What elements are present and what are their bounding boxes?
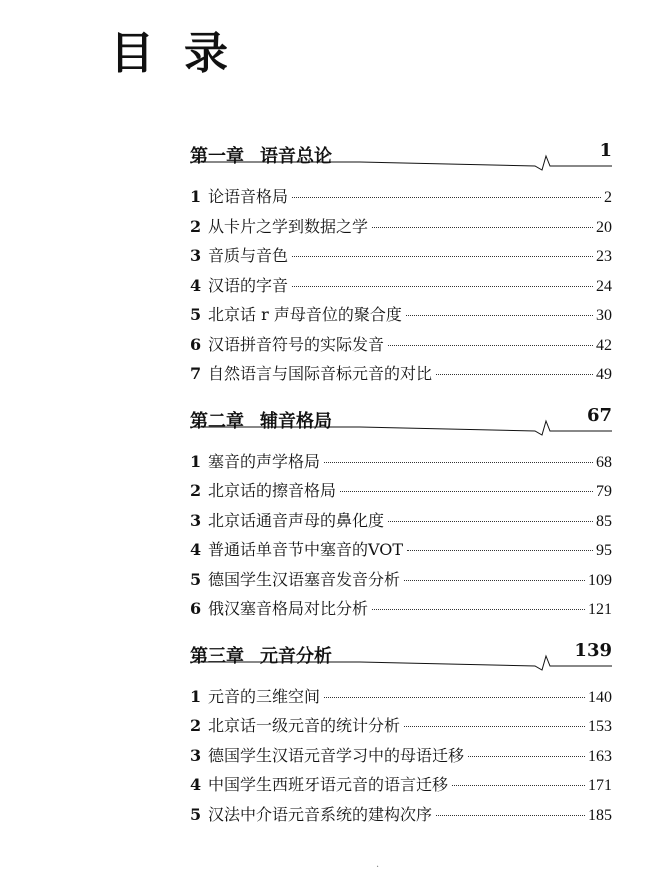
chapter-page-number: 67: [586, 404, 612, 426]
entry-title: 音质与音色: [208, 246, 289, 265]
entry-index: 7: [190, 364, 202, 383]
entry-index: 4: [190, 540, 202, 559]
toc-entry: [190, 273, 612, 303]
entry-title: 自然语言与国际音标元音的对比: [208, 364, 433, 383]
entry-title: 论语音格局: [208, 187, 289, 206]
entry-index: 1: [190, 451, 202, 471]
entry-index: 3: [190, 510, 202, 530]
toc-entry: [190, 478, 612, 508]
chapter-header: [190, 640, 612, 670]
entry-page-number: 171: [588, 777, 612, 794]
entry-title: 从卡片之学到数据之学: [208, 216, 369, 236]
entry-page-number: 24: [596, 277, 612, 295]
chapter-number: 第三章: [190, 645, 244, 667]
entry-title: 北京话 r 声母音位的聚合度: [208, 305, 402, 324]
dot-leader: [436, 374, 593, 375]
entry-page-number: 20: [596, 218, 612, 236]
entry-index: 2: [190, 216, 202, 236]
entry-title: 德国学生汉语元音学习中的母语迁移: [208, 745, 465, 765]
entry-title: 北京话的擦音格局: [208, 481, 337, 500]
dot-leader: [407, 550, 593, 551]
entry-index: 6: [190, 334, 202, 354]
entry-title: 北京话通音声母的鼻化度: [208, 510, 385, 530]
toc-entry: [190, 537, 612, 567]
entry-page-number: 42: [596, 336, 612, 354]
chapter-section: [190, 140, 612, 391]
dot-leader: [372, 609, 585, 610]
toc-entry: [190, 567, 612, 597]
chapter-header: [190, 140, 612, 170]
entry-title: 汉语的字音: [208, 275, 289, 295]
entry-page-number: 23: [596, 248, 612, 265]
dot-leader: [406, 315, 593, 316]
entry-title: 德国学生汉语塞音发音分析: [208, 569, 401, 589]
entry-index: 4: [190, 775, 202, 794]
chapter-page-number: 139: [574, 639, 612, 661]
toc-entry: [190, 713, 612, 743]
toc-entry: [190, 332, 612, 362]
chapter-number: 第一章: [190, 146, 244, 167]
chapter-divider-rule: [190, 150, 612, 172]
dot-leader: [372, 227, 593, 228]
chapter-divider-rule: [190, 650, 612, 672]
toc-entry: [190, 449, 612, 479]
dot-leader: [404, 580, 585, 581]
entry-index: 3: [190, 246, 202, 265]
entry-page-number: 79: [596, 483, 612, 500]
entry-index: 2: [190, 481, 202, 500]
entry-page-number: 185: [588, 806, 612, 824]
dot-leader: [452, 785, 585, 786]
entry-page-number: 140: [588, 688, 612, 706]
entry-title: 汉法中介语元音系统的建构次序: [208, 804, 433, 824]
table-of-contents: [190, 140, 612, 845]
toc-entry: [190, 772, 612, 802]
entry-index: 5: [190, 569, 202, 589]
dot-leader: [340, 491, 593, 492]
page-mark: ·: [376, 862, 380, 873]
chapter-number: 第二章: [190, 410, 244, 432]
chapter-name: 语音总论: [260, 146, 332, 167]
toc-entry: [190, 684, 612, 714]
entry-index: 1: [190, 187, 202, 206]
entry-page-number: 49: [596, 366, 612, 383]
dot-leader: [388, 521, 593, 522]
chapter-name: 辅音格局: [260, 410, 332, 432]
entry-page-number: 95: [596, 542, 612, 559]
toc-entry: [190, 743, 612, 773]
dot-leader: [436, 815, 585, 816]
dot-leader: [324, 697, 585, 698]
entry-index: 6: [190, 599, 202, 618]
entry-page-number: 85: [596, 512, 612, 530]
entry-index: 4: [190, 275, 202, 295]
toc-entry: [190, 802, 612, 832]
toc-entry: [190, 596, 612, 626]
toc-entry: [190, 214, 612, 244]
toc-entry: [190, 243, 612, 273]
entry-index: 1: [190, 686, 202, 706]
entry-title: 中国学生西班牙语元音的语言迁移: [208, 775, 449, 794]
entry-page-number: 153: [588, 718, 612, 735]
dot-leader: [404, 726, 585, 727]
entry-page-number: 121: [588, 601, 612, 618]
page-title: 目录: [110, 28, 258, 79]
entry-page-number: 30: [596, 307, 612, 324]
toc-entry: [190, 508, 612, 538]
dot-leader: [292, 286, 593, 287]
toc-entry: [190, 302, 612, 332]
chapter-section: [190, 405, 612, 626]
entry-page-number: 109: [588, 571, 612, 589]
dot-leader: [388, 345, 593, 346]
entry-title: 元音的三维空间: [208, 686, 321, 706]
chapter-divider-rule: [190, 415, 612, 437]
entry-title: 北京话一级元音的统计分析: [208, 716, 401, 735]
chapter-header: [190, 405, 612, 435]
entry-index: 5: [190, 305, 202, 324]
dot-leader: [324, 462, 593, 463]
chapter-name: 元音分析: [260, 645, 332, 667]
entry-title: 汉语拼音符号的实际发音: [208, 334, 385, 354]
dot-leader: [292, 197, 601, 198]
dot-leader: [468, 756, 585, 757]
toc-entry: [190, 184, 612, 214]
chapter-page-number: 1: [599, 140, 612, 161]
entry-title: 普通话单音节中塞音的VOT: [208, 540, 404, 559]
entry-page-number: 68: [596, 453, 612, 471]
entry-index: 2: [190, 716, 202, 735]
entry-title: 俄汉塞音格局对比分析: [208, 599, 369, 618]
entry-title: 塞音的声学格局: [208, 451, 321, 471]
entry-page-number: 163: [588, 747, 612, 765]
entry-index: 5: [190, 804, 202, 824]
dot-leader: [292, 256, 593, 257]
toc-entry: [190, 361, 612, 391]
chapter-section: [190, 640, 612, 832]
entry-page-number: 2: [604, 189, 612, 206]
entry-index: 3: [190, 745, 202, 765]
